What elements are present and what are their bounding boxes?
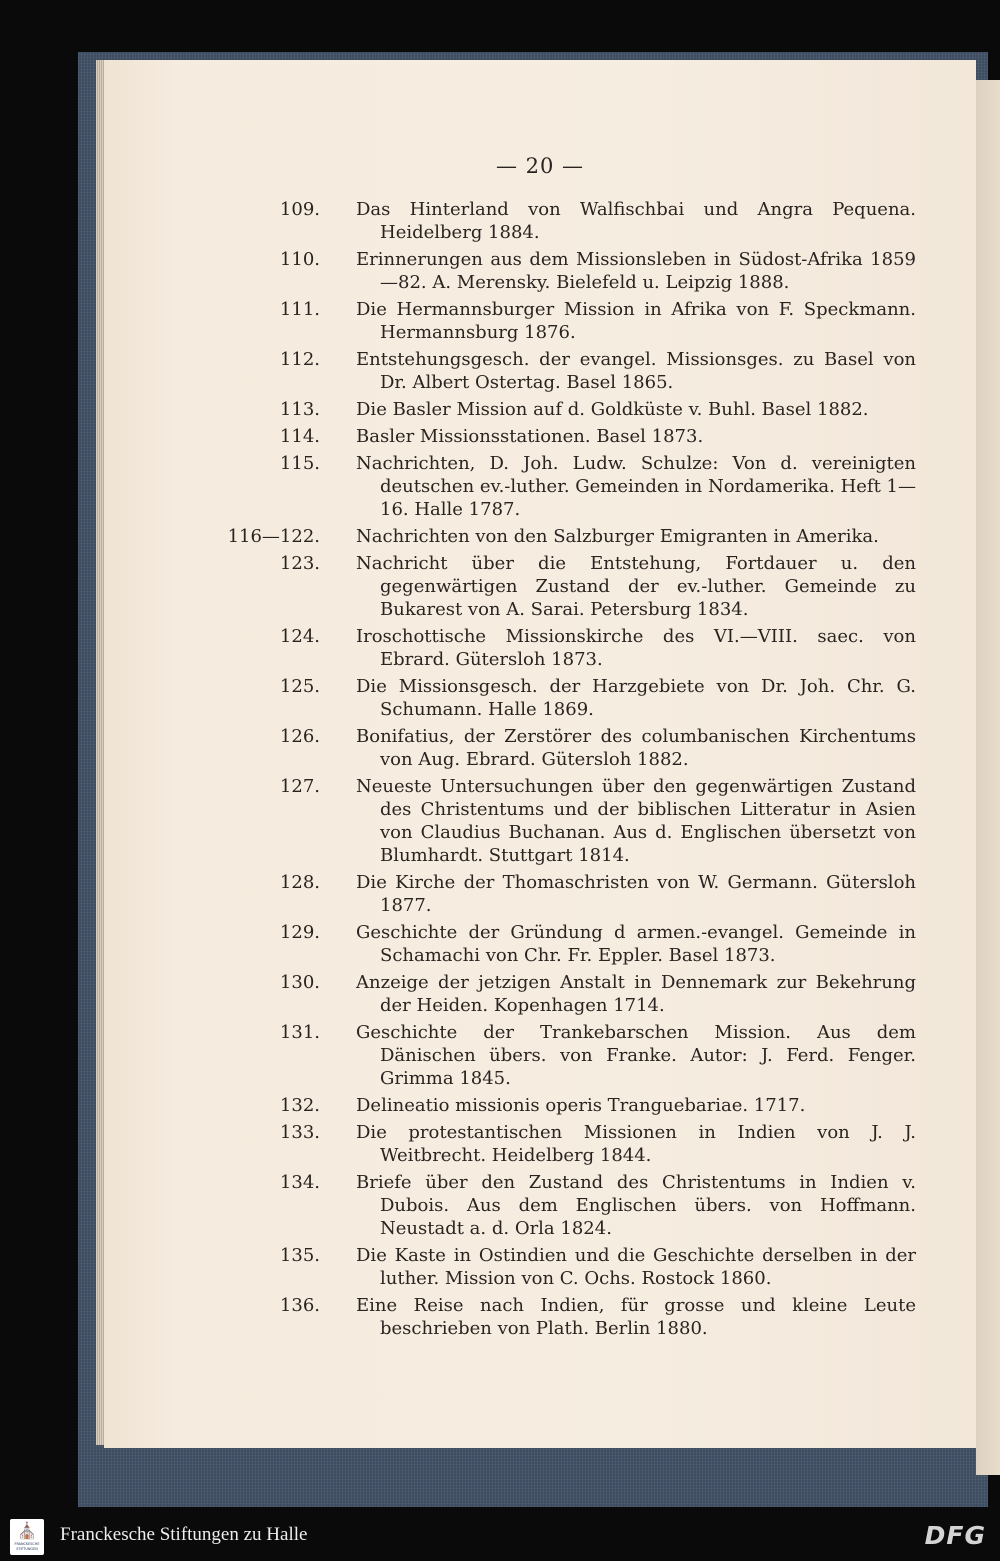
entry-number: 127. xyxy=(279,776,320,797)
bibliography-entry xyxy=(104,1121,976,1167)
bibliography-entry xyxy=(104,552,976,621)
bibliography-entry xyxy=(104,398,976,421)
entry-text: Das Hinterland von Walfischbai und Angra Pequena. Heidelberg 1884. xyxy=(356,199,916,243)
entry-number: 123. xyxy=(279,553,320,574)
entry-number: 110. xyxy=(279,249,320,270)
bibliography-entry xyxy=(104,625,976,671)
bibliography-list xyxy=(104,198,976,1344)
entry-number: 113. xyxy=(279,399,320,420)
entry-text: Die Basler Mission auf d. Goldküste v. Buhl. Basel 1882. xyxy=(356,399,869,420)
entry-text: Geschichte der Trankebarschen Mission. Aus dem Dänischen übers. von Franke. Autor: J. Ferd. Fenger. Grimma 1845. xyxy=(356,1022,916,1089)
entry-text: Nachrichten von den Salzburger Emigranten in Amerika. xyxy=(356,526,879,547)
entry-text: Entstehungsgesch. der evangel. Missionsges. zu Basel von Dr. Albert Ostertag. Basel 1865. xyxy=(356,349,916,393)
entry-text: Nachricht über die Entstehung, Fortdauer u. den gegenwärtigen Zustand der ev.-luther. Gemeinde zu Bukarest von A. Sarai. Petersburg 1834. xyxy=(356,553,916,620)
bibliography-entry xyxy=(104,725,976,771)
entry-text: Erinnerungen aus dem Missionsleben in Südost-Afrika 1859—82. A. Merensky. Bielefeld u. Leipzig 1888. xyxy=(356,249,916,293)
entry-text: Bonifatius, der Zerstörer des columbanischen Kirchentums von Aug. Ebrard. Gütersloh 1882. xyxy=(356,726,916,770)
bibliography-entry xyxy=(104,675,976,721)
entry-number: 129. xyxy=(279,922,320,943)
entry-number: 109. xyxy=(279,199,320,220)
entry-text: Iroschottische Missionskirche des VI.—VIII. saec. von Ebrard. Gütersloh 1873. xyxy=(356,626,916,670)
entry-number: 125. xyxy=(279,676,320,697)
entry-text: Basler Missionsstationen. Basel 1873. xyxy=(356,426,704,447)
bibliography-entry xyxy=(104,425,976,448)
bibliography-entry xyxy=(104,525,976,548)
entry-number: 135. xyxy=(279,1245,320,1266)
entry-number: 116—122. xyxy=(227,526,320,547)
entry-text: Die Kaste in Ostindien und die Geschichte derselben in der luther. Mission von C. Ochs. Rostock 1860. xyxy=(356,1245,916,1289)
entry-text: Briefe über den Zustand des Christentums in Indien v. Dubois. Aus dem Englischen übers. von Hoffmann. Neustadt a. d. Orla 1824. xyxy=(356,1172,916,1239)
franckesche-stiftungen-logo[interactable] xyxy=(10,1519,44,1555)
bibliography-entry xyxy=(104,1171,976,1240)
entry-number: 132. xyxy=(279,1095,320,1116)
bibliography-entry xyxy=(104,971,976,1017)
page-number: — 20 — xyxy=(495,154,585,178)
entry-number: 128. xyxy=(279,872,320,893)
bibliography-entry xyxy=(104,1021,976,1090)
bibliography-entry xyxy=(104,248,976,294)
entry-number: 111. xyxy=(279,299,320,320)
bibliography-entry xyxy=(104,775,976,867)
facing-page-edge xyxy=(976,80,1000,1475)
bibliography-entry xyxy=(104,348,976,394)
viewer-footer xyxy=(0,1511,1000,1561)
bibliography-entry xyxy=(104,452,976,521)
logo-caption: FRANCKESCHE STIFTUNGEN xyxy=(14,1542,40,1551)
entry-text: Neueste Untersuchungen über den gegenwärtigen Zustand des Christentums und der biblischen Litteratur in Asien von Claudius Buchanan. Aus d. Englischen übersetzt von Blumhardt. Stuttgart 1814. xyxy=(356,776,916,866)
entry-number: 133. xyxy=(279,1122,320,1143)
entry-number: 126. xyxy=(279,726,320,747)
entry-text: Eine Reise nach Indien, für grosse und kleine Leute beschrieben von Plath. Berlin 1880. xyxy=(356,1295,916,1339)
dfg-logo[interactable]: DFG xyxy=(924,1521,986,1550)
entry-text: Anzeige der jetzigen Anstalt in Dennemark zur Bekehrung der Heiden. Kopenhagen 1714. xyxy=(356,972,916,1016)
bibliography-entry xyxy=(104,1094,976,1117)
entry-text: Nachrichten, D. Joh. Ludw. Schulze: Von d. vereinigten deutschen ev.-luther. Gemeinden in Nordamerika. Heft 1—16. Halle 1787. xyxy=(356,453,916,520)
bibliography-entry xyxy=(104,298,976,344)
book-page xyxy=(104,60,976,1448)
institution-name[interactable]: Franckesche Stiftungen zu Halle xyxy=(60,1524,308,1545)
entry-number: 114. xyxy=(279,426,320,447)
entry-text: Die Missionsgesch. der Harzgebiete von Dr. Joh. Chr. G. Schumann. Halle 1869. xyxy=(356,676,916,720)
bibliography-entry xyxy=(104,198,976,244)
building-icon: ⛪ xyxy=(17,1521,37,1540)
entry-number: 130. xyxy=(279,972,320,993)
bibliography-entry xyxy=(104,1294,976,1340)
entry-number: 124. xyxy=(279,626,320,647)
entry-number: 136. xyxy=(279,1295,320,1316)
entry-text: Delineatio missionis operis Tranguebariae. 1717. xyxy=(356,1095,806,1116)
bibliography-entry xyxy=(104,921,976,967)
entry-text: Geschichte der Gründung d armen.-evangel. Gemeinde in Schamachi von Chr. Fr. Eppler. Basel 1873. xyxy=(356,922,916,966)
bibliography-entry xyxy=(104,1244,976,1290)
entry-text: Die Kirche der Thomaschristen von W. Germann. Gütersloh 1877. xyxy=(356,872,916,916)
entry-number: 131. xyxy=(279,1022,320,1043)
entry-number: 134. xyxy=(279,1172,320,1193)
entry-number: 115. xyxy=(279,453,320,474)
bibliography-entry xyxy=(104,871,976,917)
entry-number: 112. xyxy=(279,349,320,370)
entry-text: Die Hermannsburger Mission in Afrika von F. Speckmann. Hermannsburg 1876. xyxy=(356,299,916,343)
entry-text: Die protestantischen Missionen in Indien von J. J. Weitbrecht. Heidelberg 1844. xyxy=(356,1122,916,1166)
